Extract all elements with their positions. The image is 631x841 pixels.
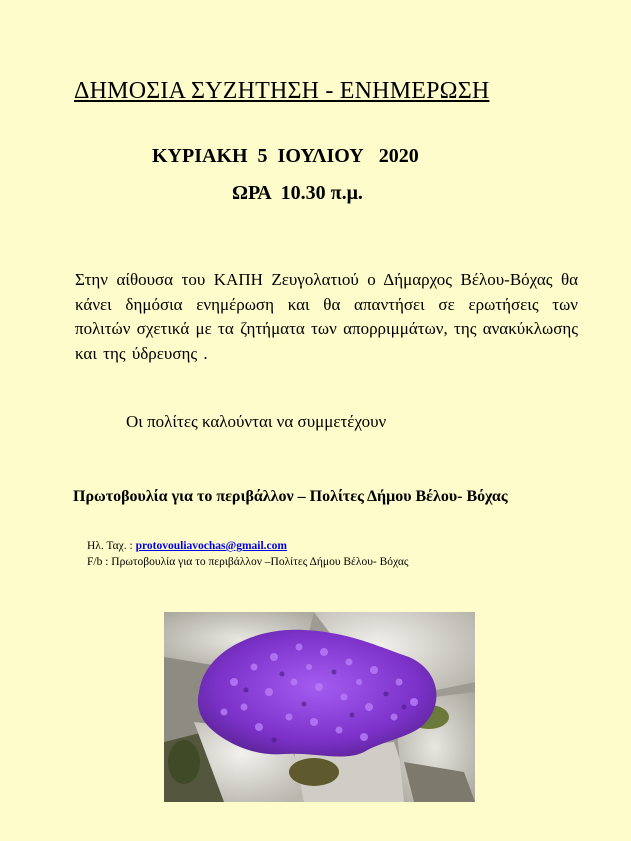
email-label: Ηλ. Ταχ. : <box>87 540 136 552</box>
email-line <box>87 538 408 554</box>
contact-block <box>87 538 408 570</box>
flowers-photo <box>164 612 475 802</box>
facebook-line: F/b : Πρωτοβουλία για το περιβάλλον –Πολίτες Δήμου Βέλου- Βόχας <box>87 556 409 568</box>
organizer-name: Πρωτοβουλία για το περιβάλλον – Πολίτες Δήμου Βέλου- Βόχας <box>73 488 508 505</box>
flowers-image <box>164 612 475 802</box>
email-link[interactable]: protovouliavochas@gmail.com <box>135 540 287 552</box>
invitation-text: Οι πολίτες καλούνται να συμμετέχουν <box>126 412 387 431</box>
event-date: ΚΥΡΙΑΚΗ 5 ΙΟΥΛΙΟΥ 2020 <box>152 145 419 167</box>
event-time: ΩΡΑ 10.30 π.μ. <box>232 182 363 204</box>
page-title: ΔΗΜΟΣΙΑ ΣΥΖΗΤΗΣΗ - ΕΝΗΜΕΡΩΣΗ <box>74 78 490 104</box>
announcement-text: Στην αίθουσα του ΚΑΠΗ Ζευγολατιού ο Δήμαρχος Βέλου-Βόχας θα κάνει δημόσια ενημέρωση και θα απαντήσει σε ερωτήσεις των πολιτών σχετικά με τα ζητήματα των απορριμμάτων, της ανακύκλωσης και της ύδρευσης . <box>75 270 578 363</box>
